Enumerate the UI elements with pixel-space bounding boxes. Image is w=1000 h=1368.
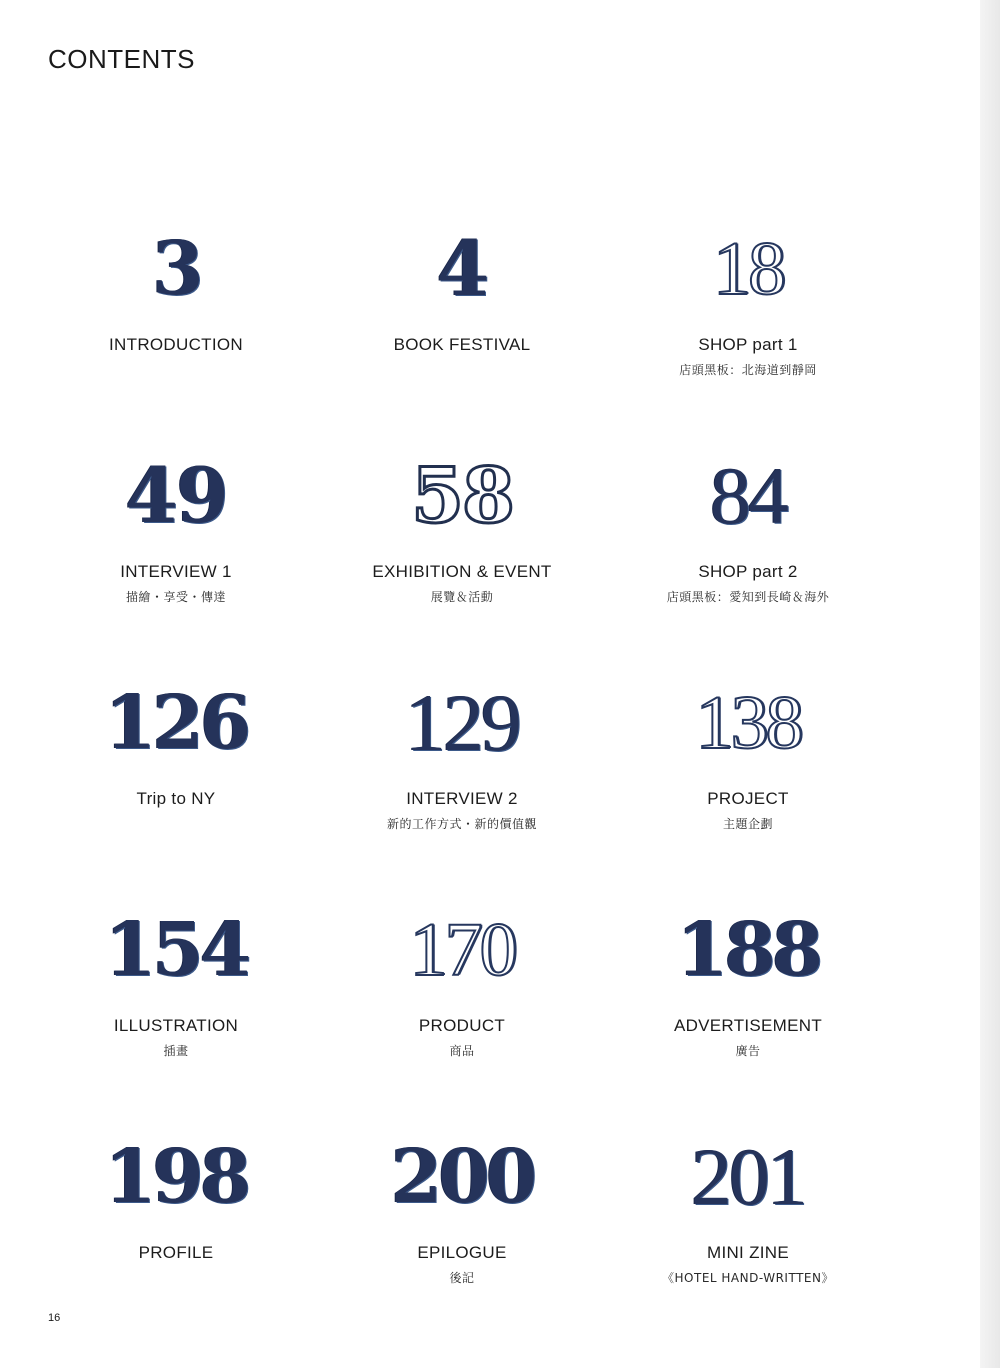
toc-entry-introduction[interactable] bbox=[33, 225, 319, 452]
toc-page-number: 200 bbox=[390, 1134, 534, 1220]
table-of-contents bbox=[33, 225, 891, 1360]
toc-title: PRODUCT bbox=[418, 1016, 506, 1035]
toc-subtitle: 主題企劃 bbox=[722, 817, 773, 831]
toc-page-number: 138 bbox=[695, 681, 801, 765]
toc-entry-exhibition-event[interactable] bbox=[319, 452, 605, 679]
page-edge bbox=[980, 0, 1000, 1368]
toc-entry-interview-2[interactable] bbox=[319, 679, 605, 906]
toc-subtitle: 展覽＆活動 bbox=[430, 590, 494, 604]
toc-entry-advertisement[interactable] bbox=[605, 906, 891, 1133]
toc-entry-profile[interactable] bbox=[33, 1133, 319, 1360]
toc-page-number: 170 bbox=[409, 908, 515, 992]
toc-page-number: 49 bbox=[125, 451, 227, 540]
toc-entry-shop-part-2[interactable] bbox=[605, 452, 891, 679]
toc-page-number: 58 bbox=[411, 451, 513, 540]
toc-title: SHOP part 2 bbox=[698, 562, 798, 581]
toc-title: PROJECT bbox=[707, 789, 789, 808]
toc-subtitle: 插畫 bbox=[163, 1044, 189, 1058]
toc-subtitle: 描繪・享受・傳達 bbox=[125, 590, 226, 604]
toc-title: EPILOGUE bbox=[417, 1243, 507, 1262]
toc-title: PROFILE bbox=[138, 1243, 214, 1262]
toc-entry-shop-part-1[interactable] bbox=[605, 225, 891, 452]
toc-page-number: 126 bbox=[104, 680, 248, 766]
toc-page-number: 129 bbox=[405, 677, 519, 768]
toc-subtitle: 新的工作方式・新的價值觀 bbox=[386, 817, 537, 831]
toc-entry-illustration[interactable] bbox=[33, 906, 319, 1133]
toc-title: INTERVIEW 1 bbox=[120, 562, 232, 581]
toc-title: Trip to NY bbox=[136, 789, 216, 808]
toc-entry-book-festival[interactable] bbox=[319, 225, 605, 452]
toc-page-number: 4 bbox=[436, 224, 488, 313]
toc-entry-trip-to-ny[interactable] bbox=[33, 679, 319, 906]
toc-title: MINI ZINE bbox=[706, 1243, 790, 1262]
page-number: 16 bbox=[48, 1312, 61, 1324]
toc-title: INTRODUCTION bbox=[109, 335, 243, 354]
toc-subtitle: 《HOTEL HAND-WRITTEN》 bbox=[662, 1271, 834, 1285]
toc-entry-project[interactable] bbox=[605, 679, 891, 906]
toc-title: EXHIBITION & EVENT bbox=[372, 562, 552, 581]
toc-page-number: 154 bbox=[104, 907, 248, 993]
toc-page-number: 198 bbox=[104, 1134, 248, 1220]
toc-subtitle: 商品 bbox=[449, 1044, 475, 1058]
page-title: CONTENTS bbox=[48, 44, 195, 74]
toc-subtitle: 店頭黑板：愛知到長崎＆海外 bbox=[666, 590, 830, 604]
toc-subtitle: 店頭黑板：北海道到靜岡 bbox=[679, 363, 817, 377]
toc-entry-interview-1[interactable] bbox=[33, 452, 319, 679]
toc-title: ILLUSTRATION bbox=[113, 1016, 239, 1035]
toc-page-number: 84 bbox=[710, 450, 786, 541]
toc-page-number: 3 bbox=[152, 226, 200, 312]
toc-page-number: 188 bbox=[676, 907, 820, 993]
toc-subtitle: 後記 bbox=[449, 1271, 475, 1285]
toc-title: INTERVIEW 2 bbox=[406, 789, 518, 808]
toc-entry-mini-zine[interactable] bbox=[605, 1133, 891, 1360]
toc-title: SHOP part 1 bbox=[698, 335, 798, 354]
toc-page-number: 18 bbox=[713, 227, 783, 311]
toc-subtitle: 廣告 bbox=[735, 1044, 761, 1058]
toc-entry-product[interactable] bbox=[319, 906, 605, 1133]
toc-title: BOOK FESTIVAL bbox=[393, 335, 531, 354]
toc-page-number: 201 bbox=[691, 1131, 805, 1222]
toc-entry-epilogue[interactable] bbox=[319, 1133, 605, 1360]
toc-title: ADVERTISEMENT bbox=[673, 1016, 823, 1035]
